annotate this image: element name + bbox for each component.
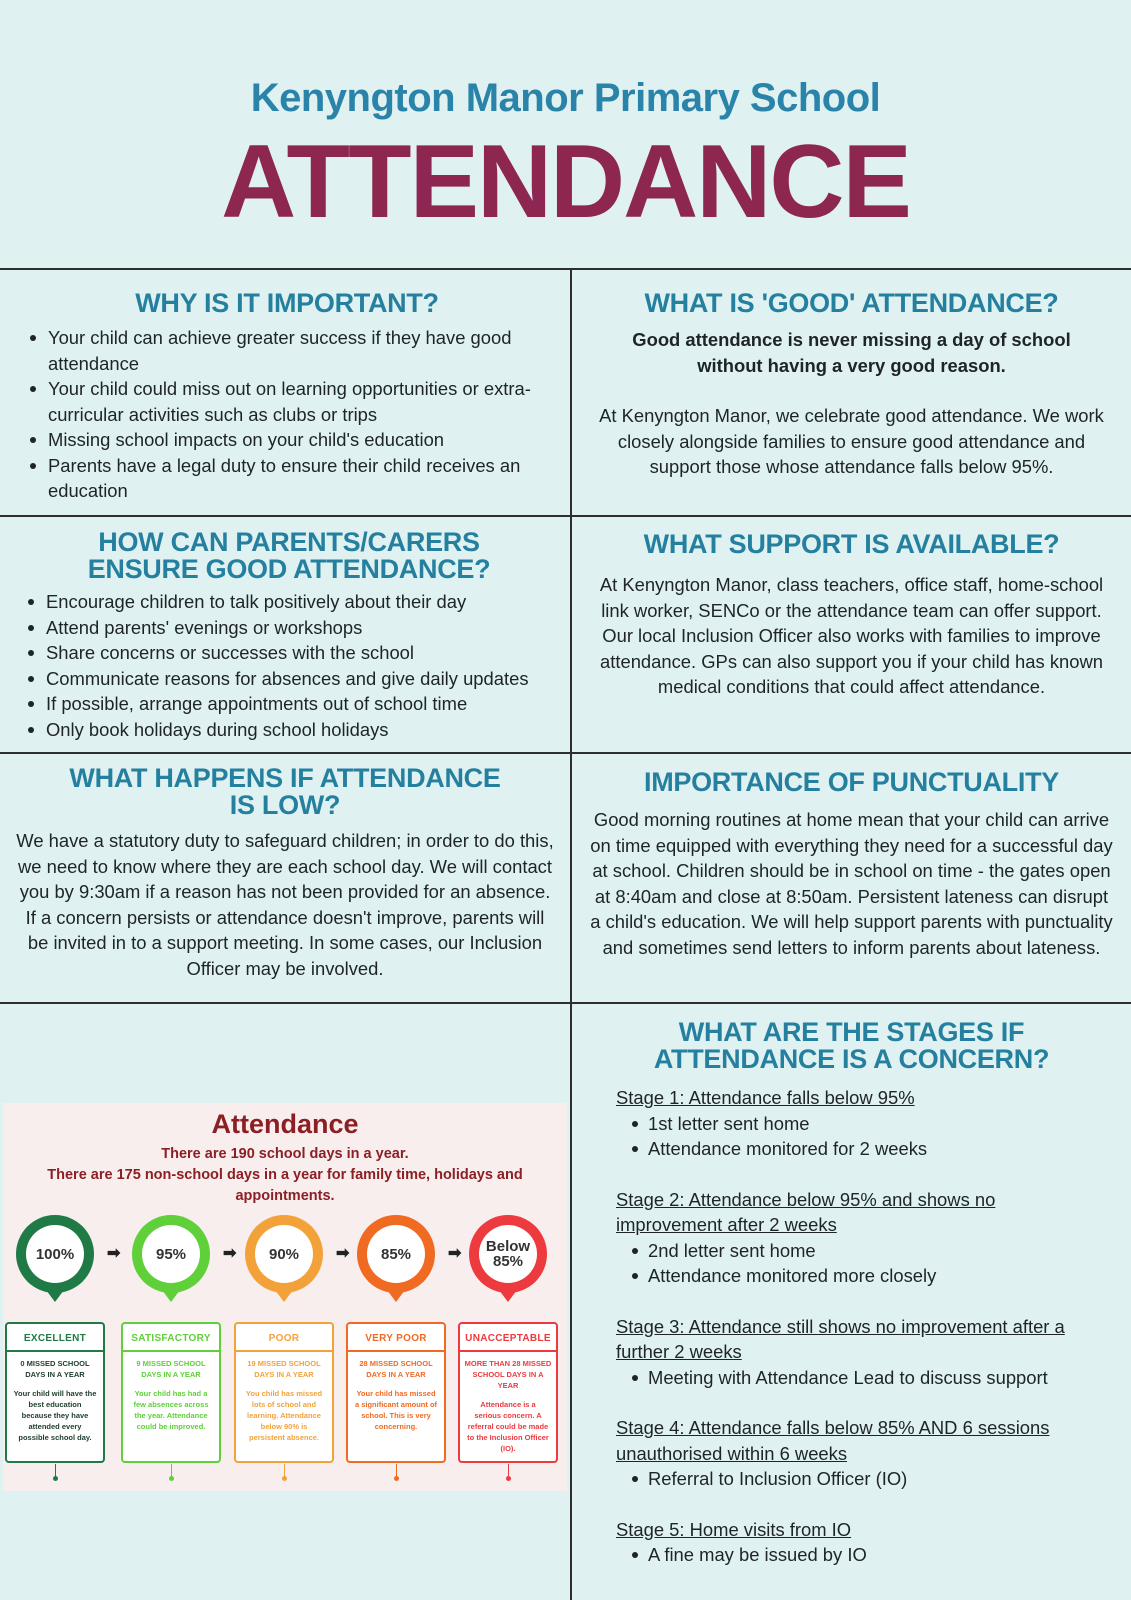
arrow-right-icon: ➡ — [336, 1245, 350, 1262]
level-label: POOR — [236, 1324, 332, 1352]
list-item: Your child could miss out on learning opportunities or extra-curricular activities such as clubs or trips — [22, 376, 552, 427]
list-item: 1st letter sent home — [616, 1111, 1105, 1137]
list-item: 2nd letter sent home — [616, 1238, 1105, 1264]
punctuality-body: Good morning routines at home mean that your child can arrive on time equipped with everything they need for a successful day at school. Children should be in school on time - the gates open at 8:40am and close at 8:50am. Persistent lateness can disrupt a child's education. We will help support parents with punctuality and sometimes send letters to inform parents about lateness. — [590, 809, 1113, 958]
list-item: Meeting with Attendance Lead to discuss support — [616, 1365, 1105, 1391]
infographic-title: Attendance — [211, 1109, 359, 1139]
divider — [0, 752, 1131, 754]
list-item: Attendance monitored for 2 weeks — [616, 1136, 1105, 1162]
heading-line: IS LOW? — [229, 790, 341, 820]
pin-marker — [387, 1290, 405, 1302]
pin-marker — [46, 1290, 64, 1302]
pin-marker — [275, 1290, 293, 1302]
stage-actions — [616, 1466, 1105, 1492]
list-item: A fine may be issued by IO — [616, 1542, 1105, 1568]
pin-marker — [499, 1290, 517, 1302]
section-heading: IMPORTANCE OF PUNCTUALITY — [644, 767, 1059, 797]
stage-2 — [616, 1187, 1105, 1289]
section-heading — [572, 1019, 1131, 1073]
heading-line: WHAT HAPPENS IF ATTENDANCE — [69, 763, 501, 793]
stage-actions — [616, 1238, 1105, 1289]
good-attendance-body: At Kenyngton Manor, we celebrate good attendance. We work closely alongside families to ensure good attendance and support those whose attendance falls below 95%. — [599, 405, 1104, 477]
attendance-infographic — [3, 1103, 567, 1491]
level-days: 0 MISSED SCHOOL DAYS IN A YEAR — [20, 1359, 90, 1379]
level-days: 28 MISSED SCHOOL DAYS IN A YEAR — [359, 1359, 433, 1379]
connector-line — [55, 1464, 56, 1478]
level-percent: 85% — [367, 1225, 425, 1283]
list-item: Encourage children to talk positively about their day — [20, 589, 558, 615]
list-item: Attendance monitored more closely — [616, 1263, 1105, 1289]
level-description: Your child has had a few absences across the year. Attendance could be improved. — [133, 1389, 209, 1431]
level-percent: 95% — [142, 1225, 200, 1283]
level-label: VERY POOR — [348, 1324, 444, 1352]
level-label: UNACCEPTABLE — [460, 1324, 556, 1352]
section-heading: WHAT IS 'GOOD' ATTENDANCE? — [644, 288, 1059, 318]
stage-title: Stage 5: Home visits from IO — [616, 1518, 852, 1540]
stage-actions — [616, 1542, 1105, 1568]
stage-actions — [616, 1365, 1105, 1391]
level-circle — [469, 1215, 547, 1293]
arrow-right-icon: ➡ — [448, 1245, 462, 1262]
connector-line — [396, 1464, 397, 1478]
connector-line — [171, 1464, 172, 1478]
stage-title: Stage 4: Attendance falls below 85% AND 6 sessions unauthorised within 6 weeks — [616, 1417, 1050, 1464]
level-days: MORE THAN 28 MISSED SCHOOL DAYS IN A YEAR — [464, 1359, 552, 1390]
support-section — [572, 531, 1131, 700]
stage-4 — [616, 1415, 1105, 1492]
stages-list — [616, 1085, 1105, 1568]
level-circle — [16, 1215, 94, 1293]
stage-1 — [616, 1085, 1105, 1162]
level-percent: 100% — [26, 1225, 84, 1283]
list-item: Attend parents' evenings or workshops — [20, 615, 558, 641]
parents-section — [0, 529, 570, 742]
divider — [0, 515, 1131, 517]
level-percent: Below 85% — [479, 1225, 537, 1283]
pin-marker — [162, 1290, 180, 1302]
list-item: Referral to Inclusion Officer (IO) — [616, 1466, 1105, 1492]
parents-list — [20, 589, 558, 742]
low-attendance-body: We have a statutory duty to safeguard children; in order to do this, we need to know where they are each school day. We will contact you by 9:30am if a reason has not been provided for an absence. If a concern persists or attendance doesn't improve, parents will be invited in to a support meeting. In some cases, our Inclusion Officer may be involved. — [16, 830, 554, 979]
stage-5 — [616, 1517, 1105, 1568]
heading-line: WHAT ARE THE STAGES IF — [678, 1017, 1025, 1047]
level-description: You child has missed lots of school and learning. Attendance below 90% is persistent absence. — [245, 1389, 323, 1442]
stage-3 — [616, 1314, 1105, 1391]
divider — [0, 1002, 1131, 1004]
arrow-right-icon: ➡ — [223, 1245, 237, 1262]
level-days: 9 MISSED SCHOOL DAYS IN A YEAR — [136, 1359, 206, 1379]
stage-actions — [616, 1111, 1105, 1162]
list-item: Share concerns or successes with the school — [20, 640, 558, 666]
school-name: Kenyngton Manor Primary School — [250, 76, 881, 120]
punctuality-section — [572, 769, 1131, 960]
section-heading: WHY IS IT IMPORTANT? — [135, 288, 439, 318]
divider — [0, 268, 1131, 270]
list-item: Missing school impacts on your child's education — [22, 427, 552, 453]
list-item: Your child can achieve greater success if they have good attendance — [22, 325, 552, 376]
connector-line — [508, 1464, 509, 1478]
support-body: At Kenyngton Manor, class teachers, office staff, home-school link worker, SENCo or the attendance team can offer support. Our local Inclusion Officer also works with families to improve attendance. GPs can also support you if your child has known medical conditions that could affect attendance. — [599, 574, 1104, 697]
level-card — [121, 1322, 221, 1463]
level-card — [458, 1322, 558, 1463]
why-important-section — [0, 290, 570, 504]
heading-line: HOW CAN PARENTS/CARERS — [98, 527, 480, 557]
heading-line: ENSURE GOOD ATTENDANCE? — [87, 554, 491, 584]
level-description: Your child has missed a significant amount of school. This is very concerning. — [354, 1389, 438, 1431]
level-card — [234, 1322, 334, 1463]
infographic-line: There are 175 non-school days in a year for family time, holidays and appointments. — [47, 1167, 523, 1204]
level-days: 19 MISSED SCHOOL DAYS IN A YEAR — [247, 1359, 321, 1379]
level-card — [346, 1322, 446, 1463]
connector-line — [284, 1464, 285, 1478]
list-item: Communicate reasons for absences and give daily updates — [20, 666, 558, 692]
list-item: Parents have a legal duty to ensure their child receives an education — [22, 453, 552, 504]
level-circle — [357, 1215, 435, 1293]
page-title: ATTENDANCE — [221, 124, 910, 240]
stages-section — [572, 1019, 1131, 1593]
stage-title: Stage 3: Attendance still shows no improvement after a further 2 weeks — [616, 1315, 1065, 1362]
stage-title: Stage 2: Attendance below 95% and shows no improvement after 2 weeks — [616, 1188, 996, 1235]
level-label: SATISFACTORY — [123, 1324, 219, 1352]
level-card — [5, 1322, 105, 1463]
list-item: Only book holidays during school holidays — [20, 717, 558, 743]
section-heading: WHAT SUPPORT IS AVAILABLE? — [643, 529, 1060, 559]
level-description: Attendance is a serious concern. A referral could be made to the Inclusion Officer (IO). — [467, 1400, 549, 1453]
low-attendance-section — [0, 765, 570, 981]
level-circle — [245, 1215, 323, 1293]
infographic-line: There are 190 school days in a year. — [161, 1146, 409, 1162]
list-item: If possible, arrange appointments out of school time — [20, 691, 558, 717]
good-attendance-section — [572, 290, 1131, 480]
section-heading — [20, 529, 558, 583]
level-description: Your child will have the best education because they have attended every possible school day. — [13, 1389, 97, 1442]
section-heading — [16, 765, 554, 819]
heading-line: ATTENDANCE IS A CONCERN? — [653, 1044, 1050, 1074]
arrow-right-icon: ➡ — [107, 1245, 121, 1262]
level-percent: 90% — [255, 1225, 313, 1283]
level-circle — [132, 1215, 210, 1293]
why-important-list — [22, 325, 552, 504]
stage-title: Stage 1: Attendance falls below 95% — [616, 1087, 915, 1108]
level-label: EXCELLENT — [7, 1324, 103, 1352]
good-attendance-lead: Good attendance is never missing a day of school without having a very good reason. — [632, 329, 1071, 376]
